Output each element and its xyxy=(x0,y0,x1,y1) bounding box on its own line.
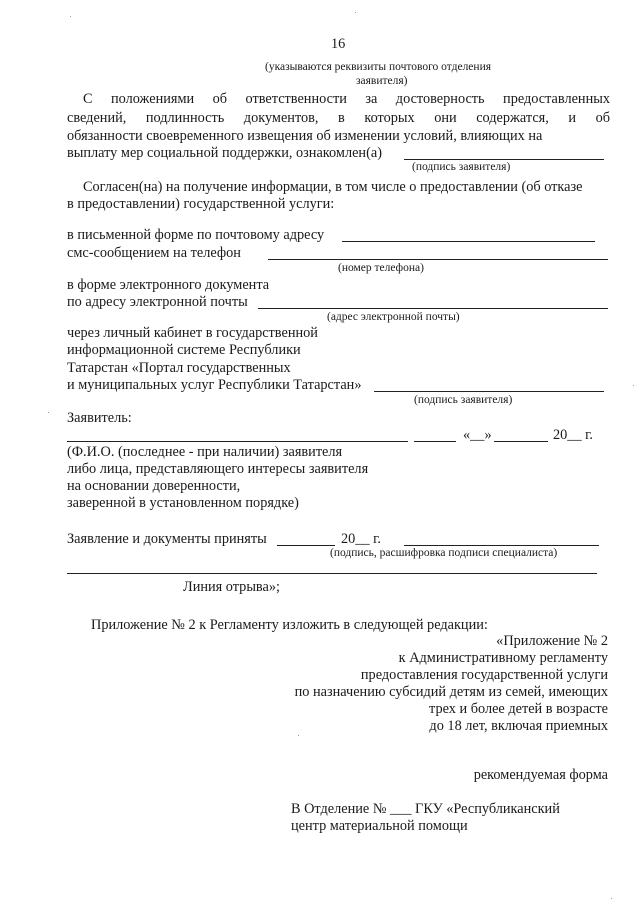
appendix-header-3: предоставления государственной услуги xyxy=(360,667,608,683)
appendix-header-4: по назначению субсидий детям из семей, имеющих xyxy=(294,684,608,700)
consent-line-1: Согласен(на) на получение информации, в том числе о предоставлении (об отказе xyxy=(83,179,583,195)
addressee-line-1: В Отделение № ___ ГКУ «Республиканский xyxy=(291,801,560,817)
phone-number-caption: (номер телефона) xyxy=(338,262,424,274)
appendix-header-1: «Приложение № 2 xyxy=(496,633,608,649)
responsibility-line-3: обязанности своевременного извещения об изменении условий, влияющих на xyxy=(67,128,543,144)
scan-speck xyxy=(633,385,634,386)
phone-number-field[interactable] xyxy=(268,259,608,260)
applicant-note-4: заверенной в установленном порядке) xyxy=(67,495,299,511)
addressee-line-2: центр материальной помощи xyxy=(291,818,468,834)
specialist-signature-field[interactable] xyxy=(404,545,599,546)
applicant-signature-field[interactable] xyxy=(414,441,456,442)
recommended-form-label: рекомендуемая форма xyxy=(473,767,608,783)
postal-requisites-caption: (указываются реквизиты почтового отделения xyxy=(265,61,492,73)
channel-email-label-1: в форме электронного документа xyxy=(67,277,270,293)
responsibility-line-4: выплату мер социальной поддержки, ознакомлен(а) xyxy=(67,145,382,161)
acceptance-label: Заявление и документы приняты xyxy=(67,531,267,547)
channel-portal-label-1: через личный кабинет в государственной xyxy=(67,325,318,341)
consent-line-2: в предоставлении) государственной услуги: xyxy=(67,196,335,212)
postal-address-field[interactable] xyxy=(342,241,595,242)
applicant-date-day: «__» xyxy=(463,427,492,443)
channel-portal-label-2: информационной системе Республики xyxy=(67,342,301,358)
acceptance-date-field[interactable] xyxy=(277,545,335,546)
responsibility-line-1: С положениями об ответственности за достоверность предоставленных xyxy=(83,91,610,107)
acceptance-year: 20__ г. xyxy=(341,531,381,547)
applicant-date-month-field[interactable] xyxy=(494,441,548,442)
responsibility-line-2: сведений, подлинность документов, в которых они содержатся, и об xyxy=(67,110,610,126)
channel-email-label-2: по адресу электронной почты xyxy=(67,294,248,310)
channel-portal-label-3: Татарстан «Портал государственных xyxy=(67,360,291,376)
applicant-date-year: 20__ г. xyxy=(553,427,593,443)
scan-speck xyxy=(70,16,71,17)
portal-signature-field[interactable] xyxy=(374,391,604,392)
channel-sms-label: смс-сообщением на телефон xyxy=(67,245,241,261)
applicant-note-2: либо лица, представляющего интересы заявителя xyxy=(67,461,369,477)
page-number: 16 xyxy=(331,36,346,52)
channel-mail-label: в письменной форме по почтовому адресу xyxy=(67,227,325,243)
signature-line-familiarized xyxy=(404,159,604,160)
specialist-signature-caption: (подпись, расшифровка подписи специалиста) xyxy=(330,547,558,559)
scan-speck xyxy=(298,735,299,736)
channel-portal-label-4: и муниципальных услуг Республики Татарстан» xyxy=(67,377,362,393)
scan-speck xyxy=(355,12,356,13)
applicant-note-1: (Ф.И.О. (последнее - при наличии) заявителя xyxy=(67,444,343,460)
email-address-field[interactable] xyxy=(258,308,608,309)
portal-signature-caption: (подпись заявителя) xyxy=(414,394,513,406)
applicant-note-3: на основании доверенности, xyxy=(67,478,241,494)
scan-speck xyxy=(48,412,49,413)
appendix-intro: Приложение № 2 к Регламенту изложить в следующей редакции: xyxy=(91,617,488,633)
cut-line-rule xyxy=(67,573,597,574)
scan-speck xyxy=(611,898,612,899)
appendix-header-2: к Административному регламенту xyxy=(398,650,608,666)
applicant-name-field[interactable] xyxy=(67,441,408,442)
appendix-header-6: до 18 лет, включая приемных xyxy=(429,718,608,734)
cut-line-label: Линия отрыва»; xyxy=(183,579,280,595)
email-address-caption: (адрес электронной почты) xyxy=(327,311,460,323)
postal-requisites-caption-cont: заявителя) xyxy=(356,75,408,87)
appendix-header-5: трех и более детей в возрасте xyxy=(429,701,608,717)
applicant-label: Заявитель: xyxy=(67,410,132,426)
signature-caption-familiarized: (подпись заявителя) xyxy=(412,161,511,173)
